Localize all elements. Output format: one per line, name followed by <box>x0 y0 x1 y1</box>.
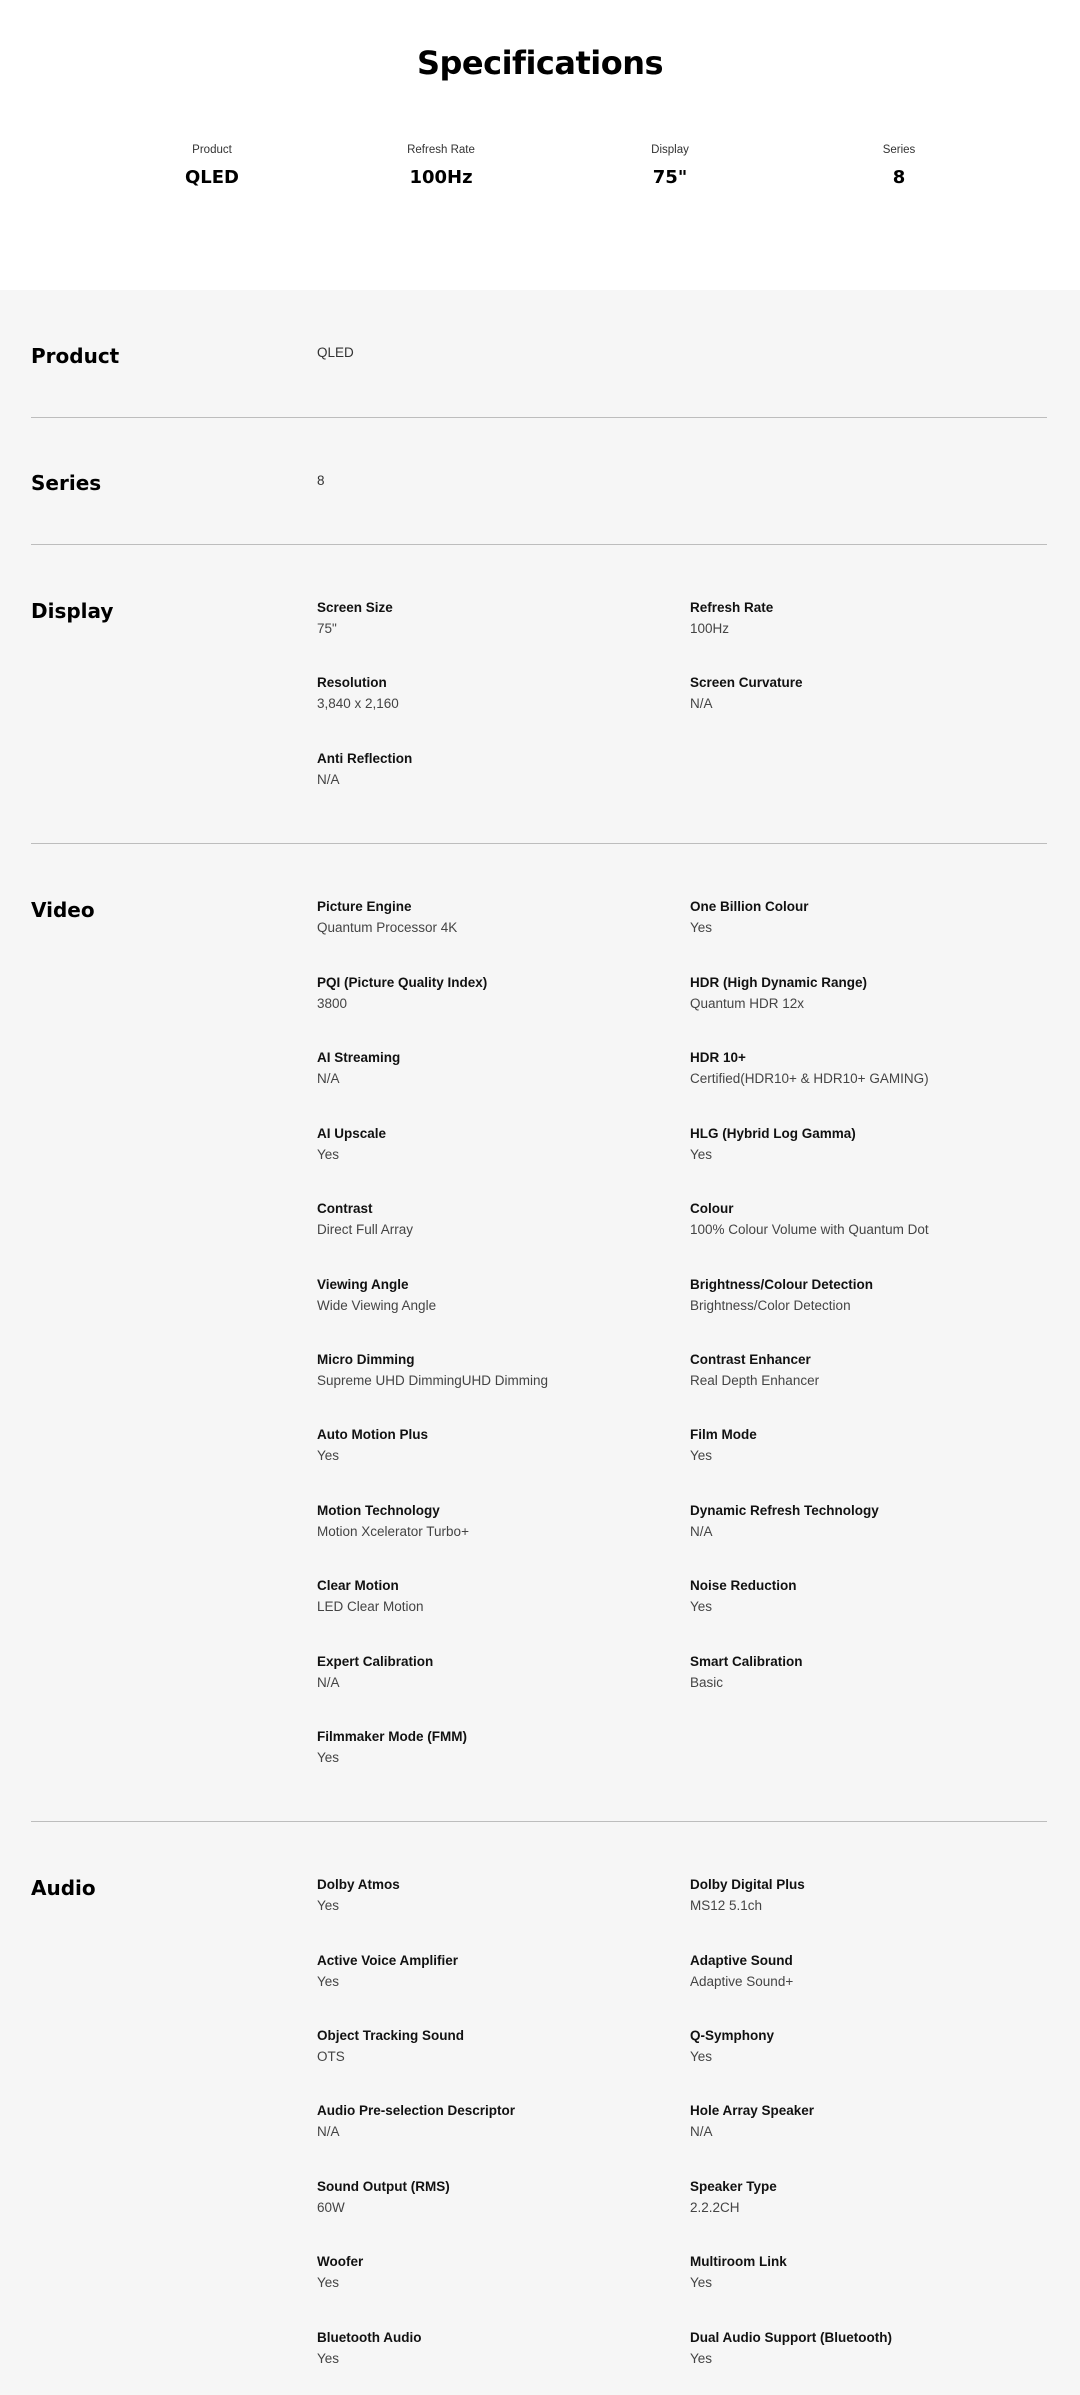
series-value: 8 <box>317 473 325 488</box>
spec-item <box>317 2027 677 2066</box>
spec-label: Adaptive Sound <box>690 1953 793 1968</box>
spec-label: Micro Dimming <box>317 1352 415 1367</box>
spec-item <box>690 1125 1050 1164</box>
spec-label: One Billion Colour <box>690 899 809 914</box>
spec-label: Q-Symphony <box>690 2028 775 2043</box>
spec-value: LED Clear Motion <box>317 1599 424 1614</box>
spec-item <box>317 2102 677 2141</box>
spec-value: MS12 5.1ch <box>690 1898 763 1913</box>
spec-label: Auto Motion Plus <box>317 1427 428 1442</box>
spec-value: Brightness/Color Detection <box>690 1298 851 1313</box>
spec-item <box>317 1276 677 1315</box>
spec-item <box>690 898 1050 937</box>
section-title-video: Video <box>31 898 95 922</box>
spec-value: 75" <box>317 621 337 636</box>
spec-label: Object Tracking Sound <box>317 2028 465 2043</box>
summary-value: 75" <box>652 167 688 188</box>
spec-summary <box>0 143 1080 203</box>
spec-value: N/A <box>690 2124 713 2139</box>
spec-item <box>690 1049 1050 1088</box>
summary-display <box>570 143 770 188</box>
spec-item <box>317 2329 677 2368</box>
spec-label: Dynamic Refresh Technology <box>690 1503 879 1518</box>
spec-item <box>690 1952 1050 1991</box>
spec-label: Dual Audio Support (Bluetooth) <box>690 2330 892 2345</box>
spec-item <box>317 674 677 713</box>
spec-item <box>690 2178 1050 2217</box>
spec-item <box>690 1200 1050 1239</box>
spec-value: N/A <box>317 772 340 787</box>
spec-label: Multiroom Link <box>690 2254 787 2269</box>
spec-item <box>690 1426 1050 1465</box>
spec-item <box>317 2178 677 2217</box>
spec-value: Yes <box>317 1898 340 1913</box>
spec-item <box>317 1876 677 1915</box>
spec-value: Real Depth Enhancer <box>690 1373 820 1388</box>
spec-label: Hole Array Speaker <box>690 2103 815 2118</box>
spec-label: Active Voice Amplifier <box>317 1953 459 1968</box>
spec-item <box>690 1351 1050 1390</box>
spec-item <box>317 1952 677 1991</box>
summary-label: Display <box>651 144 689 156</box>
spec-label: Film Mode <box>690 1427 757 1442</box>
spec-item <box>690 2253 1050 2292</box>
spec-label: HDR 10+ <box>690 1050 746 1065</box>
summary-value: 100Hz <box>409 167 473 188</box>
spec-value: Supreme UHD DimmingUHD Dimming <box>317 1373 549 1388</box>
spec-label: Picture Engine <box>317 899 412 914</box>
spec-value: N/A <box>690 696 713 711</box>
spec-label: HDR (High Dynamic Range) <box>690 975 868 990</box>
spec-value: 3,840 x 2,160 <box>317 696 399 711</box>
spec-item <box>317 1351 677 1390</box>
spec-item <box>317 1049 677 1088</box>
spec-label: AI Streaming <box>317 1050 401 1065</box>
spec-value: 100% Colour Volume with Quantum Dot <box>690 1222 929 1237</box>
spec-value: Yes <box>317 1448 340 1463</box>
spec-label: Filmmaker Mode (FMM) <box>317 1729 468 1744</box>
section-divider <box>31 843 1047 844</box>
section-divider <box>31 544 1047 545</box>
spec-label: Motion Technology <box>317 1503 440 1518</box>
section-title-product: Product <box>31 344 120 368</box>
summary-label: Product <box>192 144 232 156</box>
spec-item <box>317 1200 677 1239</box>
spec-value: Yes <box>690 2275 713 2290</box>
spec-label: Audio Pre-selection Descriptor <box>317 2103 516 2118</box>
spec-value: Yes <box>690 920 713 935</box>
spec-label: Refresh Rate <box>690 600 774 615</box>
spec-value: OTS <box>317 2049 345 2064</box>
product-value: QLED <box>317 345 354 360</box>
spec-label: Viewing Angle <box>317 1277 409 1292</box>
spec-label: Colour <box>690 1201 734 1216</box>
spec-item <box>690 1577 1050 1616</box>
spec-label: HLG (Hybrid Log Gamma) <box>690 1126 856 1141</box>
spec-item <box>317 599 677 638</box>
summary-refresh-rate <box>341 143 541 188</box>
spec-label: Sound Output (RMS) <box>317 2179 450 2194</box>
spec-value: 100Hz <box>690 621 730 636</box>
spec-item <box>690 599 1050 638</box>
spec-label: Noise Reduction <box>690 1578 797 1593</box>
spec-value: Yes <box>317 2275 340 2290</box>
spec-value: Motion Xcelerator Turbo+ <box>317 1524 469 1539</box>
spec-value: Yes <box>690 1448 713 1463</box>
spec-value: Adaptive Sound+ <box>690 1974 794 1989</box>
spec-label: Smart Calibration <box>690 1654 803 1669</box>
spec-item <box>690 2027 1050 2066</box>
spec-value: 60W <box>317 2200 345 2215</box>
spec-value: Basic <box>690 1675 724 1690</box>
spec-label: Clear Motion <box>317 1578 399 1593</box>
spec-item <box>690 2329 1050 2368</box>
section-title-display: Display <box>31 599 114 623</box>
spec-item <box>317 898 677 937</box>
spec-value: Quantum Processor 4K <box>317 920 458 935</box>
spec-value: N/A <box>690 1524 713 1539</box>
spec-value: Yes <box>690 1147 713 1162</box>
spec-value: Yes <box>317 1147 340 1162</box>
spec-item <box>317 974 677 1013</box>
spec-label: Dolby Digital Plus <box>690 1877 805 1892</box>
spec-item <box>690 1876 1050 1915</box>
spec-label: Dolby Atmos <box>317 1877 400 1892</box>
spec-value: 2.2.2CH <box>690 2200 740 2215</box>
spec-value: Yes <box>690 2049 713 2064</box>
spec-label: Contrast Enhancer <box>690 1352 811 1367</box>
spec-value: N/A <box>317 2124 340 2139</box>
page-title: Specifications <box>416 44 664 82</box>
section-divider <box>31 1821 1047 1822</box>
spec-item <box>690 674 1050 713</box>
summary-label: Refresh Rate <box>407 144 475 156</box>
spec-item <box>690 1653 1050 1692</box>
section-divider <box>31 417 1047 418</box>
spec-item <box>317 1502 677 1541</box>
spec-item <box>317 1577 677 1616</box>
spec-label: Contrast <box>317 1201 373 1216</box>
spec-label: Brightness/Colour Detection <box>690 1277 874 1292</box>
spec-value: Yes <box>317 1974 340 1989</box>
spec-value: Quantum HDR 12x <box>690 996 805 1011</box>
spec-value: N/A <box>317 1675 340 1690</box>
spec-value: Direct Full Array <box>317 1222 414 1237</box>
spec-label: Screen Size <box>317 600 393 615</box>
spec-item <box>690 974 1050 1013</box>
summary-product <box>112 143 312 188</box>
spec-label: Resolution <box>317 675 387 690</box>
spec-value: Wide Viewing Angle <box>317 1298 437 1313</box>
spec-label: Anti Reflection <box>317 751 413 766</box>
spec-item <box>317 750 677 789</box>
spec-label: AI Upscale <box>317 1126 387 1141</box>
section-title-audio: Audio <box>31 1876 96 1900</box>
spec-label: Speaker Type <box>690 2179 777 2194</box>
spec-item <box>690 2102 1050 2141</box>
spec-label: Bluetooth Audio <box>317 2330 422 2345</box>
summary-value: QLED <box>184 167 239 188</box>
spec-item <box>317 1426 677 1465</box>
spec-label: PQI (Picture Quality Index) <box>317 975 488 990</box>
summary-series <box>799 143 999 188</box>
spec-value: 3800 <box>317 996 348 1011</box>
spec-value: Yes <box>317 1750 340 1765</box>
spec-item <box>317 1728 677 1767</box>
section-title-series: Series <box>31 471 102 495</box>
spec-item <box>690 1502 1050 1541</box>
spec-value: Yes <box>317 2351 340 2366</box>
spec-item <box>317 1653 677 1692</box>
spec-label: Screen Curvature <box>690 675 803 690</box>
spec-value: Yes <box>690 1599 713 1614</box>
spec-value: N/A <box>317 1071 340 1086</box>
specifications-header <box>0 0 1080 290</box>
spec-value: Yes <box>690 2351 713 2366</box>
spec-label: Expert Calibration <box>317 1654 434 1669</box>
spec-item <box>317 1125 677 1164</box>
spec-value: Certified(HDR10+ & HDR10+ GAMING) <box>690 1071 929 1086</box>
spec-label: Woofer <box>317 2254 364 2269</box>
summary-value: 8 <box>892 167 906 188</box>
spec-item <box>317 2253 677 2292</box>
summary-label: Series <box>882 144 916 156</box>
spec-item <box>690 1276 1050 1315</box>
